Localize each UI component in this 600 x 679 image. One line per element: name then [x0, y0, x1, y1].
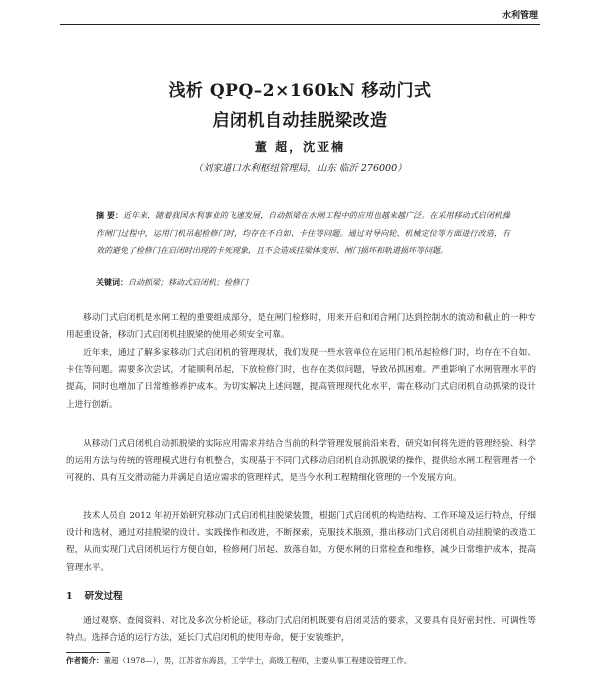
- footnote-divider: [66, 652, 110, 653]
- body-paragraph-2: [66, 345, 536, 414]
- paragraph-text: 技术人员自 2012 年初开始研究移动门式启闭机挂脱梁装置，根据门式启闭机的构造结构、工作环境及运行特点，仔细设计和选材，通过对挂脱梁的设计、实践操作和改进，不断探索，克服技术瓶颈，推出移动门式启闭机自动挂脱梁的改造工程，从而实现门式启闭机运行方便自如，检修闸门吊起、放落自如，方便水闸的日常检查和维修，减少日常维护成本，提高管理水平。: [66, 511, 536, 573]
- author-affiliation: （刘家道口水利枢纽管理局，山东 临沂 276000）: [193, 163, 407, 174]
- body-paragraph-4: [66, 508, 536, 577]
- paragraph-text: 近年来，通过了解多家移动门式启闭机的管理现状，我们发现一些水管单位在运用门机吊起检修门时，均存在不自如、卡住等问题。需要多次尝试，才能顺利吊起，下放检修门时，也存在类似问题，导致吊抓困难。严重影响了水闸管理水平的提高，同时也增加了日常维修养护成本。为切实解决上述问题，提高管理现代化水平，需在移动门式启闭机自动抓梁的设计上进行创新。: [66, 348, 536, 410]
- abstract: [96, 207, 510, 260]
- section-number: 1: [66, 591, 73, 602]
- abstract-label: 摘 要：: [96, 210, 124, 220]
- keywords: [96, 277, 510, 288]
- section-heading: [66, 588, 123, 602]
- footnote-text: 董超（1978—），男，江苏省东海县，工学学士，高级工程师，主要从事工程建设管理工作。: [103, 656, 412, 665]
- abstract-text: 近年来，随着我国水利事业的飞速发展，自动抓梁在水闸工程中的应用也越来越广泛。在采用移动式启闭机操作闸门过程中，运用门机吊起检修门时，均存在不自如、卡住等问题。通过对导向轮、机械定位等方面进行改造，有效的避免了检修门在启闭时出现的卡死现象，且不会造成挂梁体变形、闸门损坏和轨道损坏等问题。: [96, 211, 510, 255]
- keywords-label: 关键词：: [96, 277, 128, 287]
- article-title-line-1: 浅析 QPQ–2×160kN 移动门式: [168, 81, 432, 101]
- paragraph-text: 从移动门式启闭机自动抓脱梁的实际应用需求并结合当前的科学管理发展前沿来看，研究如何将先进的管理经验、科学的运用方法与传统的管理模式进行有机整合，实现基于不同门式移动启闭机自动抓脱梁的操作，提供给水闸工程管理者一个可视的、具有互交滑动能力并满足自适应需求的管理样式，是当今水利工程精细化管理的一个发展方向。: [66, 439, 536, 484]
- section-title: 研发过程: [84, 591, 123, 602]
- paragraph-text: 通过观察、查阅资料、对比及多次分析论证，移动门式启闭机既要有启闭灵活的要求，又要具有良好密封性、可调性等特点。选择合适的运行方法，延长门式启闭机的使用寿命，便于安装维护，: [66, 616, 536, 644]
- article-authors: 董 超，沈亚楠: [254, 140, 346, 154]
- author-footnote: [66, 655, 411, 666]
- body-paragraph-1: [66, 310, 536, 344]
- article-title-line-2: 启闭机自动挂脱梁改造: [212, 111, 388, 131]
- header-divider: [60, 24, 540, 25]
- footnote-label: 作者简介：: [66, 656, 104, 665]
- body-paragraph-5: [66, 613, 536, 647]
- keywords-text: 自动抓梁；移动式启闭机；检修门: [128, 278, 248, 287]
- body-paragraph-3: [66, 436, 536, 488]
- journal-section-label: 水利管理: [501, 11, 538, 21]
- paragraph-text: 移动门式启闭机是水闸工程的重要组成部分，是在闸门检修时，用来开启和闭合闸门达到控制水的流动和截止的一种专用起重设备，移动门式启闭机挂脱梁的使用必须安全可靠。: [66, 313, 536, 341]
